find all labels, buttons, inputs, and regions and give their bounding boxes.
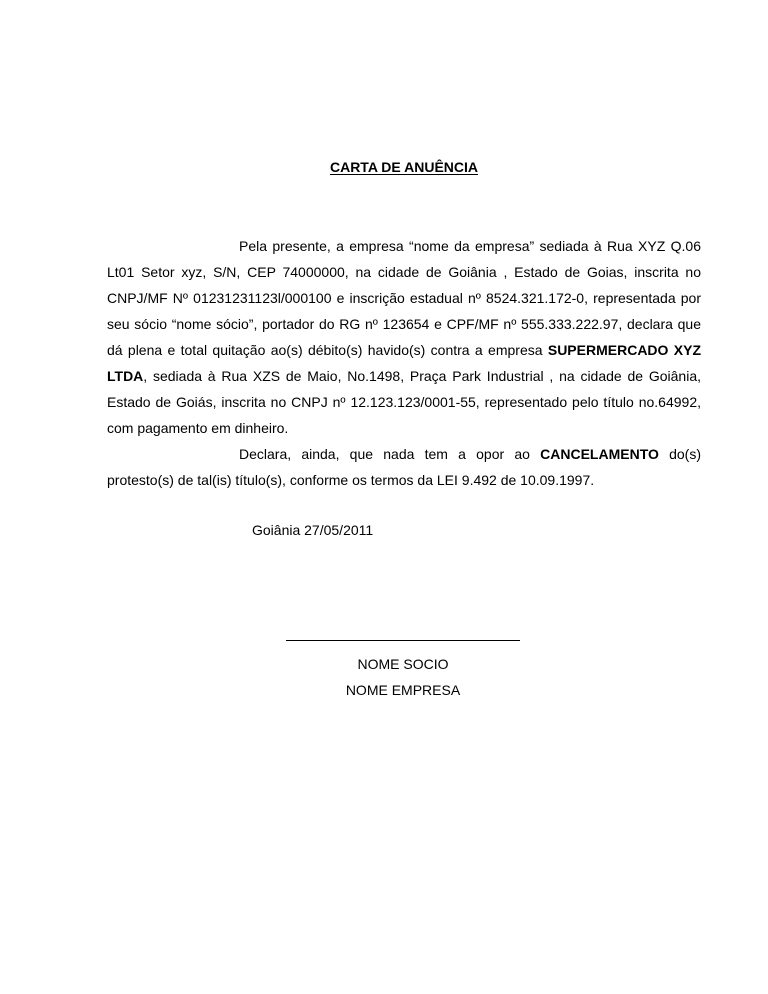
document-title: CARTA DE ANUÊNCIA <box>329 159 479 175</box>
paragraph-declaration-text-2: , sediada à Rua XZS de Maio, No.1498, Praça Park Industrial , na cidade de Goiânia, Estado de Goiás, inscrita no CNPJ nº 12.123.123/0001-55, representado pelo título no.64992, com pagamento em dinheiro. <box>107 368 701 436</box>
cancellation-bold: CANCELAMENTO <box>540 446 659 462</box>
paragraph-declaration-text-1: Pela presente, a empresa “nome da empresa” sediada à Rua XYZ Q.06 Lt01 Setor xyz, S/N, CEP 74000000, na cidade de Goiânia , Estado de Goias, inscrita no CNPJ/MF Nº 01231231123l/000100 e inscrição estadual nº 8524.321.172-0, representada por seu sócio “nome sócio”, portador do RG nº 123654 e CPF/MF nº 555.333.222.97, declara que dá plena e total quitação ao(s) débito(s) havido(s) contra a empresa <box>107 238 701 358</box>
company-name-bold: SUPERMERCADO XYZ LTDA <box>107 342 701 384</box>
document-body <box>107 233 701 493</box>
paragraph-cancellation <box>107 441 701 493</box>
signature-company: NOME EMPRESA <box>345 682 461 698</box>
document-date: Goiânia 27/05/2011 <box>252 522 374 538</box>
paragraph-cancellation-text-2: do(s) protesto(s) de tal(is) título(s), conforme os termos da LEI 9.492 de 10.09.1997. <box>107 446 701 488</box>
paragraph-declaration <box>107 233 701 441</box>
signature-name: NOME SOCIO <box>357 656 449 672</box>
signature-line <box>286 625 520 641</box>
paragraph-cancellation-text-1: Declara, ainda, que nada tem a opor ao <box>239 446 541 462</box>
signature-block <box>0 625 768 703</box>
